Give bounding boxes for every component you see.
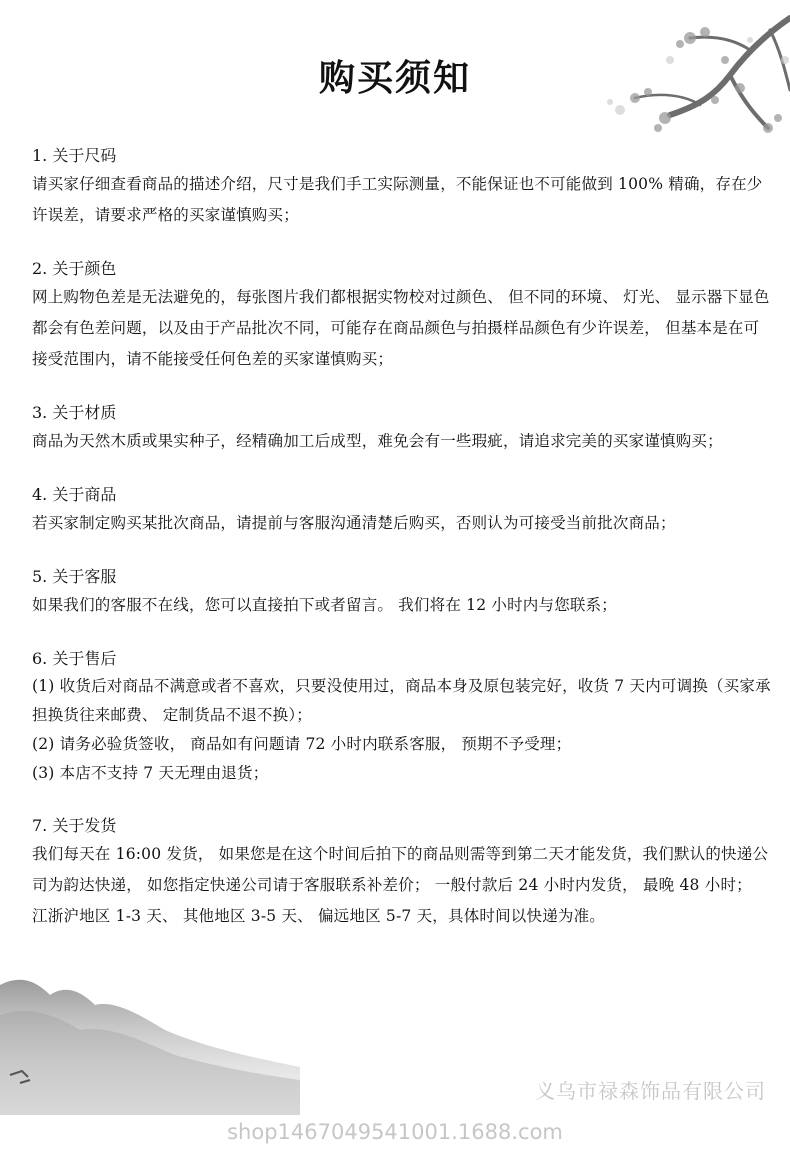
section-shipping: [32, 813, 772, 932]
section-paragraph: 如果我们的客服不在线，您可以直接拍下或者留言。 我们将在 12 小时内与您联系；: [32, 596, 618, 614]
section-heading: 2. 关于颜色: [32, 259, 117, 278]
section-paragraph: (3) 本店不支持 7 天无理由退货；: [32, 764, 269, 782]
ink-mountain-decoration: [0, 955, 300, 1115]
section-heading: 3. 关于材质: [32, 403, 117, 422]
section-heading: 1. 关于尺码: [32, 146, 117, 165]
section-paragraph: 我们每天在 16:00 发货， 如果您是在这个时间后拍下的商品则需等到第二天才能发货，我们默认的快递公司为韵达快递， 如您指定快递公司请于客服联系补差价； 一般付款后 24 小时内发货， 最晚 48 小时； 江浙沪地区 1-3 天、 其他地区 3-5 天、 偏远地区 5-7 天，具体时间以快递为准。: [32, 845, 769, 925]
section-paragraph: 若买家制定购买某批次商品，请提前与客服沟通清楚后购买，否则认为可接受当前批次商品；: [32, 514, 676, 532]
section-heading: 5. 关于客服: [32, 567, 117, 586]
section-size: [32, 143, 772, 231]
page-title: 购买须知: [318, 57, 471, 99]
section-paragraph: 请买家仔细查看商品的描述介绍，尺寸是我们手工实际测量，不能保证也不可能做到 100% 精确，存在少许误差，请要求严格的买家谨慎购买；: [32, 175, 763, 224]
section-heading: 6. 关于售后: [32, 649, 117, 668]
section-paragraph: (2) 请务必验货签收， 商品如有问题请 72 小时内联系客服， 预期不予受理；: [32, 735, 572, 753]
section-color: [32, 256, 772, 375]
section-product: [32, 482, 772, 539]
company-watermark: 义乌市禄森饰品有限公司: [535, 1079, 766, 1103]
section-material: [32, 400, 772, 457]
section-heading: 4. 关于商品: [32, 485, 117, 504]
section-paragraph: 商品为天然木质或果实种子，经精确加工后成型，难免会有一些瑕疵，请追求完美的买家谨慎购买；: [32, 432, 723, 450]
section-heading: 7. 关于发货: [32, 816, 117, 835]
shop-url-watermark: shop1467049541001.1688.com: [227, 1120, 563, 1144]
notice-content: [32, 143, 772, 957]
section-after-sales: [32, 646, 772, 788]
section-paragraph: 网上购物色差是无法避免的，每张图片我们都根据实物校对过颜色、 但不同的环境、 灯光、 显示器下显色都会有色差问题，以及由于产品批次不同，可能存在商品颜色与拍摄样品颜色有少许误差， 但基本是在可接受范围内，请不能接受任何色差的买家谨慎购买；: [32, 288, 770, 368]
section-paragraph: (1) 收货后对商品不满意或者不喜欢，只要没使用过，商品本身及原包装完好，收货 7 天内可调换（买家承担换货往来邮费、 定制货品不退不换）；: [32, 677, 771, 724]
section-customer-service: [32, 564, 772, 621]
